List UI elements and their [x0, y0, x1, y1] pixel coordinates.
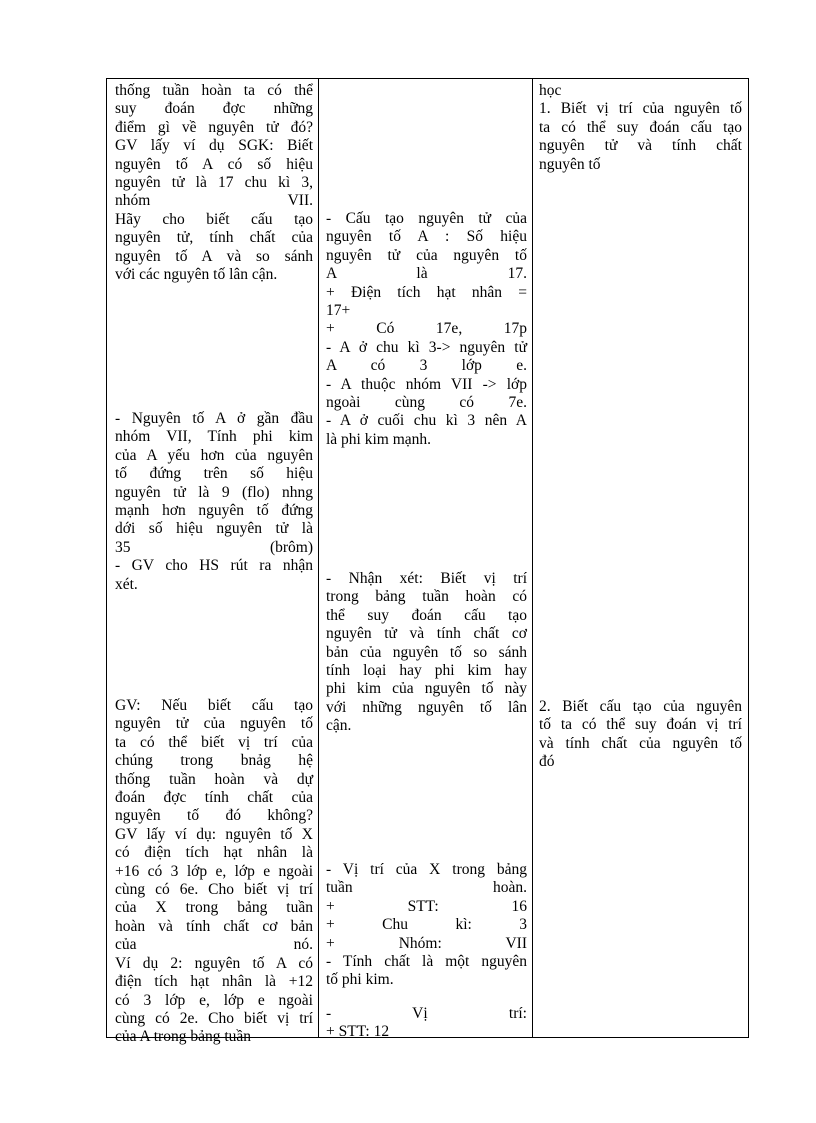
text-line: với các nguyên tố lân cận.: [115, 266, 278, 284]
text-line: - Nguyên tố A ở gần đầu: [115, 410, 313, 427]
text-line: tố ta có thể suy đoán vị trí: [539, 716, 742, 734]
text-line: A có 3 lớp e.: [326, 357, 527, 375]
text-line: - A ở chu kì 3-> nguyên tử: [326, 338, 527, 356]
text-line: - A ở cuối chu kì 3 nên A: [326, 412, 527, 430]
teacher-block-1: [115, 82, 313, 284]
text-line: +16 có 3 lớp e, lớp e ngoài: [115, 862, 313, 880]
text-line: nguyên tố đó không?: [115, 807, 313, 825]
text-line: tính loại hay phi kim hay: [326, 662, 527, 680]
text-line: A là 17.: [326, 265, 527, 283]
text-line: mạnh hơn nguyên tố đứng: [115, 502, 313, 520]
text-line: của A yếu hơn của nguyên: [115, 446, 313, 464]
text-line: - Cấu tạo nguyên tử của: [326, 210, 527, 227]
student-block-1: [326, 210, 527, 449]
text-line: thể suy đoán cấu tạo: [326, 606, 527, 624]
text-line: điểm gì về nguyên tử đó?: [115, 118, 313, 136]
teacher-block-2: [115, 410, 313, 594]
text-line: nhóm VII, Tính phi kim: [115, 428, 313, 446]
student-block-4: [326, 1005, 527, 1042]
text-line: nguyên tử là 17 chu kì 3,: [115, 174, 313, 192]
text-line: cùng có 6e. Cho biết vị trí: [115, 881, 313, 899]
text-line: với những nguyên tố lân: [326, 698, 527, 716]
text-line: bản của nguyên tố so sánh: [326, 643, 527, 661]
text-line: 17+: [326, 302, 351, 320]
text-line: là phi kim mạnh.: [326, 430, 432, 448]
text-line: GV: Nếu biết cấu tạo: [115, 697, 313, 714]
student-block-2: [326, 570, 527, 736]
text-line: Ví dụ 2: nguyên tố A có: [115, 954, 313, 972]
text-line: 35 (brôm): [115, 538, 313, 556]
text-line: nguyên tố A : Số hiệu: [326, 228, 527, 246]
text-line: 2. Biết cấu tạo của nguyên: [539, 698, 742, 715]
text-line: của nó.: [115, 936, 313, 954]
text-line: nguyên tử của nguyên tố: [326, 246, 527, 264]
text-line: nhóm VII.: [115, 192, 313, 210]
text-line: + STT: 12: [326, 1023, 390, 1041]
text-line: thống tuần hoàn ta có thể: [115, 82, 313, 99]
text-line: nguyên tố A và so sánh: [115, 247, 313, 265]
student-block-3: [326, 861, 527, 990]
teacher-block-3: [115, 697, 313, 1047]
text-line: tuần hoàn.: [326, 879, 527, 897]
text-line: chúng trong bnảg hệ: [115, 752, 313, 770]
text-line: - A thuộc nhóm VII -> lớp: [326, 375, 527, 393]
student-activity-column: [319, 79, 533, 1041]
text-line: có 3 lớp e, lớp e ngoài: [115, 991, 313, 1009]
teacher-activity-column: [107, 79, 319, 1046]
text-line: và tính chất của nguyên tố: [539, 734, 742, 752]
text-line: nguyên tử của nguyên tố: [115, 715, 313, 733]
text-line: đó: [539, 753, 555, 771]
text-line: nguyên tố A có số hiệu: [115, 155, 313, 173]
content-block-2: [539, 698, 742, 772]
text-line: - Tính chất là một nguyên: [326, 953, 527, 971]
text-line: 1. Biết vị trí của nguyên tố: [539, 100, 742, 118]
text-line: nguyên tử và tính chất cơ: [326, 625, 527, 643]
text-line: Hãy cho biết cấu tạo: [115, 210, 313, 228]
text-line: học: [539, 82, 562, 99]
text-line: GV lấy ví dụ SGK: Biết: [115, 137, 313, 155]
text-line: của X trong bảng tuần: [115, 899, 313, 917]
text-line: đoán đợc tính chất của: [115, 789, 313, 807]
text-line: xét.: [115, 575, 138, 593]
text-line: tố đứng trên số hiệu: [115, 465, 313, 483]
content-block-1: [539, 82, 742, 174]
text-line: - Nhận xét: Biết vị trí: [326, 570, 527, 587]
text-line: phi kim của nguyên tố này: [326, 680, 527, 698]
text-line: cận.: [326, 717, 352, 735]
text-line: tố phi kim.: [326, 971, 394, 989]
lesson-table: [106, 78, 749, 1046]
text-line: + STT: 16: [326, 897, 527, 915]
text-line: điện tích hạt nhân là +12: [115, 973, 313, 991]
text-line: nguyên tử là 9 (flo) nhng: [115, 483, 313, 501]
text-line: dới số hiệu nguyên tử là: [115, 520, 313, 538]
content-column: [533, 79, 748, 1037]
text-line: - Vị trí:: [326, 1005, 527, 1022]
text-line: - Vị trí của X trong bảng: [326, 861, 527, 878]
text-line: ta có thể suy đoán cấu tạo: [539, 118, 742, 136]
text-line: GV lấy ví dụ: nguyên tố X: [115, 825, 313, 843]
text-line: trong bảng tuần hoàn có: [326, 588, 527, 606]
text-line: cùng có 2e. Cho biết vị trí: [115, 1009, 313, 1027]
text-line: thống tuần hoàn và dự: [115, 770, 313, 788]
text-line: - GV cho HS rút ra nhận: [115, 557, 313, 575]
text-line: + Điện tích hạt nhân =: [326, 283, 527, 301]
text-line: suy đoán đợc những: [115, 100, 313, 118]
text-line: ta có thể biết vị trí của: [115, 733, 313, 751]
text-line: của A trong bảng tuần: [115, 1028, 252, 1046]
text-line: có điện tích hạt nhân là: [115, 844, 313, 862]
text-line: hoàn và tính chất cơ bản: [115, 917, 313, 935]
text-line: ngoài cùng có 7e.: [326, 394, 527, 412]
text-line: + Chu kì: 3: [326, 916, 527, 934]
text-line: nguyên tử và tính chất: [539, 137, 742, 155]
text-line: nguyên tố: [539, 155, 601, 173]
text-line: + Nhóm: VII: [326, 934, 527, 952]
text-line: + Có 17e, 17p: [326, 320, 527, 338]
text-line: nguyên tử, tính chất của: [115, 229, 313, 247]
